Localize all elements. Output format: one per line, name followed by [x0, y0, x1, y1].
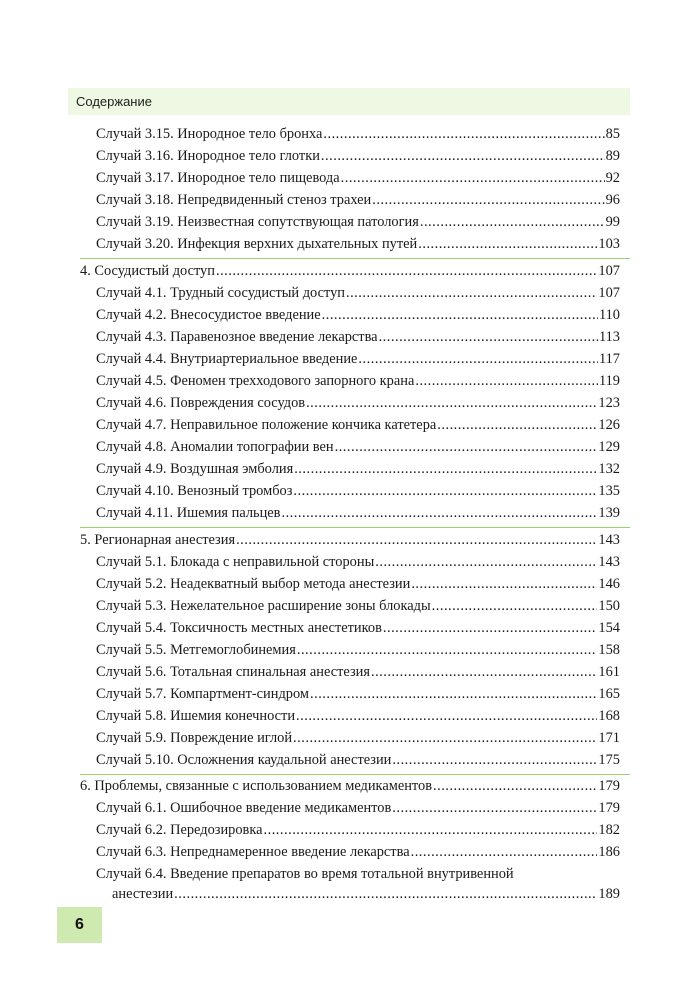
toc-entry-title: Случай 3.18. Непредвиденный стеноз трахеи [96, 192, 372, 208]
toc-entry[interactable] [96, 234, 620, 254]
toc-entry[interactable] [96, 574, 620, 594]
toc-entry-title: Случай 5.4. Токсичность местных анестетиков [96, 620, 382, 636]
toc-entry-page: 182 [598, 822, 620, 838]
toc-entry-title: Случай 4.2. Внесосудистое введение [96, 307, 321, 323]
toc-entry-page: 119 [598, 373, 620, 389]
toc-chapter-title: 5. Регионарная анестезия [80, 532, 236, 548]
toc-entry-title: Случай 6.1. Ошибочное введение медикаментов [96, 800, 392, 816]
toc-entry-title: Случай 6.2. Передозировка [96, 822, 263, 838]
toc-entry-page: 189 [598, 886, 620, 902]
toc-entry[interactable] [96, 820, 620, 840]
toc-entry-page: 89 [605, 148, 620, 164]
toc-chapter-title: 6. Проблемы, связанные с использованием медикаментов [80, 778, 432, 794]
toc-entry[interactable] [96, 349, 620, 369]
toc-entry[interactable] [96, 190, 620, 210]
toc-entry-page: 96 [605, 192, 620, 208]
toc-entry-title: Случай 3.17. Инородное тело пищевода [96, 170, 340, 186]
toc-entry-title-line2: анестезии [112, 886, 174, 902]
toc-entry-page: 150 [598, 598, 620, 614]
toc-entry-page: 171 [598, 730, 620, 746]
toc-entry[interactable] [96, 728, 620, 748]
toc-entry-title: Случай 4.9. Воздушная эмболия [96, 461, 294, 477]
toc-entry-page: 132 [598, 461, 620, 477]
toc-chapter[interactable] [80, 530, 620, 550]
toc-entry-page: 113 [598, 329, 620, 345]
toc-entry-page: 126 [598, 417, 620, 433]
toc-entry[interactable] [96, 327, 620, 347]
toc-entry[interactable] [96, 212, 620, 232]
toc-entry[interactable] [96, 640, 620, 660]
toc-entry-title-line1: Случай 6.4. Введение препаратов во время тотальной внутривенной [96, 866, 514, 882]
toc-entry[interactable] [96, 437, 620, 457]
toc-entry-title: Случай 5.5. Метгемоглобинемия [96, 642, 296, 658]
toc-entry-title: Случай 3.20. Инфекция верхних дыхательных путей [96, 236, 418, 252]
toc-entry-title: Случай 3.16. Инородное тело глотки [96, 148, 320, 164]
toc-entry-page: 186 [598, 844, 620, 860]
toc-entry-page: 123 [598, 395, 620, 411]
toc-entry-title: Случай 5.8. Ишемия конечности [96, 708, 296, 724]
toc-chapter[interactable] [80, 776, 620, 796]
toc-entry-page: 168 [598, 708, 620, 724]
toc-entry-page: 135 [598, 483, 620, 499]
toc-entry[interactable] [96, 662, 620, 682]
toc-entry-title: Случай 3.19. Неизвестная сопутствующая патология [96, 214, 419, 230]
toc-entry[interactable] [96, 618, 620, 638]
toc-entry-page: 154 [598, 620, 620, 636]
toc-entry[interactable] [96, 706, 620, 726]
toc-entry-title: Случай 5.9. Повреждение иглой [96, 730, 293, 746]
toc-entry-page: 143 [598, 554, 620, 570]
toc-entry-title: Случай 5.6. Тотальная спинальная анестезия [96, 664, 370, 680]
section-divider [80, 527, 630, 528]
toc-entry[interactable] [96, 552, 620, 572]
toc-entry-title: Случай 5.3. Нежелательное расширение зоны блокады [96, 598, 431, 614]
toc-chapter[interactable] [80, 261, 620, 281]
toc-chapter-page: 179 [598, 778, 620, 794]
toc-chapter-title: 4. Сосудистый доступ [80, 263, 215, 279]
toc-entry-title: Случай 5.1. Блокада с неправильной стороны [96, 554, 375, 570]
toc-entry[interactable] [96, 371, 620, 391]
toc-chapter-page: 143 [598, 532, 620, 548]
toc-entry-page: 175 [598, 752, 620, 768]
toc-entry-title: Случай 3.15. Инородное тело бронха [96, 126, 323, 142]
section-divider [80, 258, 630, 259]
toc-entry[interactable] [96, 168, 620, 188]
toc-entry-title: Случай 4.8. Аномалии топографии вен [96, 439, 334, 455]
toc-entry[interactable] [96, 798, 620, 818]
section-divider [80, 774, 630, 775]
toc-entry-title: Случай 4.5. Феномен трехходового запорного крана [96, 373, 415, 389]
toc-entry-page: 99 [605, 214, 620, 230]
toc-entry-title: Случай 4.6. Повреждения сосудов [96, 395, 306, 411]
toc-entry[interactable] [96, 481, 620, 501]
toc-entry[interactable] [96, 459, 620, 479]
toc-entry[interactable] [96, 305, 620, 325]
toc-entry[interactable] [96, 393, 620, 413]
toc-entry[interactable] [96, 750, 620, 770]
toc-entry-title: Случай 6.3. Непреднамеренное введение лекарства [96, 844, 410, 860]
toc-entry-page: 161 [598, 664, 620, 680]
toc-entry-title: Случай 5.7. Компартмент-синдром [96, 686, 309, 702]
toc-entry[interactable] [96, 503, 620, 523]
toc-entry-title: Случай 4.3. Паравенозное введение лекарства [96, 329, 378, 345]
toc-entry-page: 139 [598, 505, 620, 521]
toc-entry-page: 117 [598, 351, 620, 367]
toc-entry[interactable] [96, 596, 620, 616]
toc-entry-page: 165 [598, 686, 620, 702]
toc-entry-title: Случай 4.1. Трудный сосудистый доступ [96, 285, 345, 301]
toc-entry-page: 158 [598, 642, 620, 658]
toc-entry[interactable] [112, 884, 620, 904]
running-header-title: Содержание [76, 94, 152, 109]
toc-entry-title: Случай 4.10. Венозный тромбоз [96, 483, 293, 499]
toc-entry-title: Случай 4.4. Внутриартериальное введение [96, 351, 358, 367]
toc-entry-page: 110 [598, 307, 620, 323]
toc-entry-page: 92 [605, 170, 620, 186]
page-number-text: 6 [75, 916, 84, 933]
toc-entry[interactable] [96, 684, 620, 704]
toc-chapter-page: 107 [598, 263, 620, 279]
toc-entry-page: 85 [605, 126, 620, 142]
toc-entry[interactable] [96, 842, 620, 862]
toc-entry[interactable] [96, 146, 620, 166]
toc-entry[interactable] [96, 415, 620, 435]
toc-entry-page: 146 [598, 576, 620, 592]
toc-entry-page: 107 [598, 285, 620, 301]
toc-entry-title: Случай 4.7. Неправильное положение кончика катетера [96, 417, 437, 433]
page-number [57, 907, 102, 943]
toc-entry-page: 179 [598, 800, 620, 816]
toc-entry-page: 129 [598, 439, 620, 455]
toc-entry[interactable] [96, 283, 620, 303]
toc-entry-title: Случай 5.2. Неадекватный выбор метода анестезии [96, 576, 411, 592]
toc-entry-title: Случай 4.11. Ишемия пальцев [96, 505, 281, 521]
toc-entry[interactable] [96, 124, 620, 144]
toc-entry-page: 103 [598, 236, 620, 252]
toc-entry-title: Случай 5.10. Осложнения каудальной анестезии [96, 752, 392, 768]
